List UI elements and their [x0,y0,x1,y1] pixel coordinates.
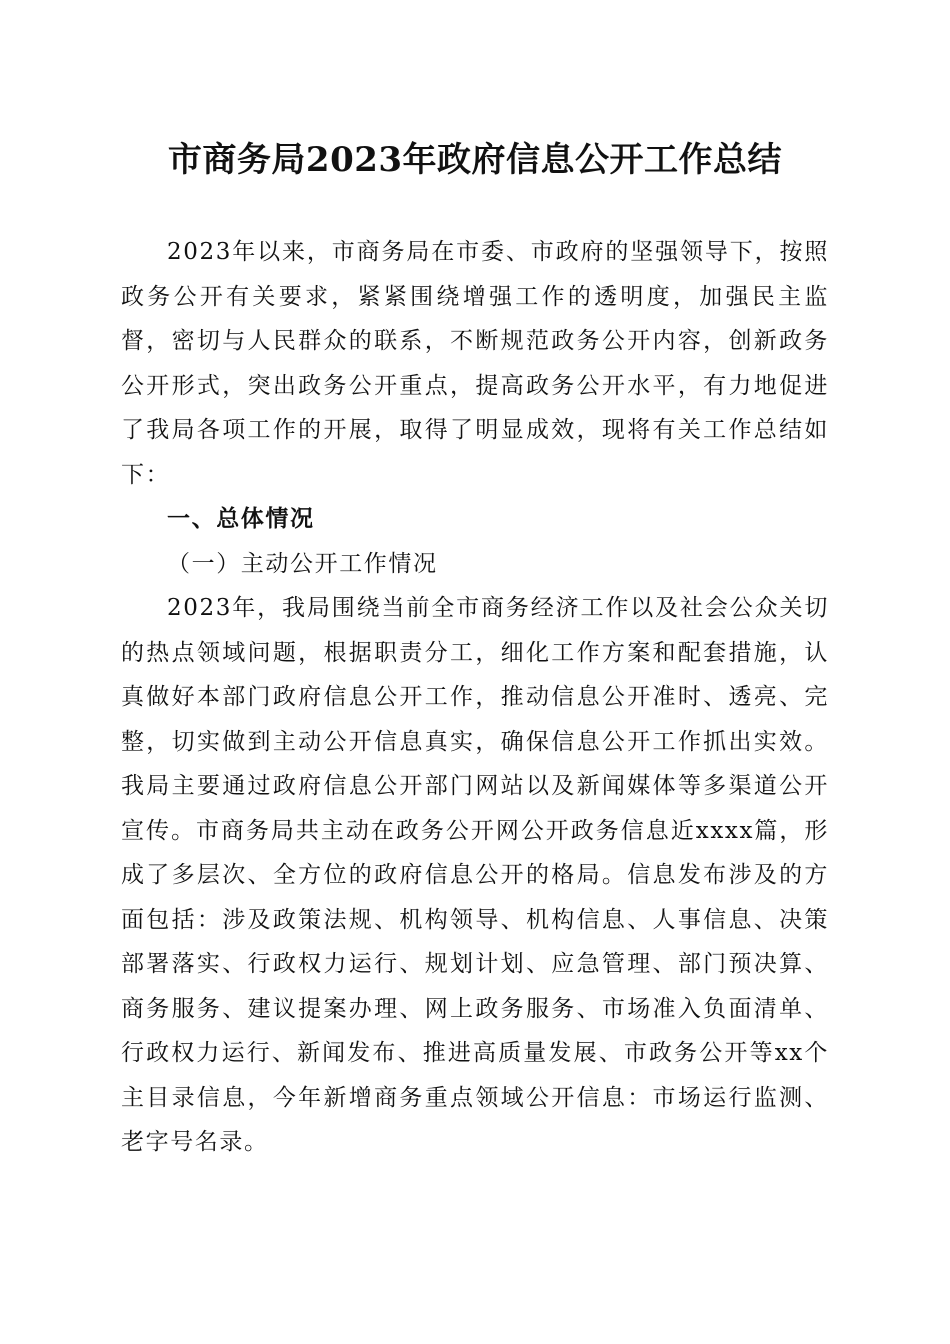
section-heading-overview: 一、总体情况 [167,506,315,532]
proactive-disclosure-paragraph: 2023年，我局围绕当前全市商务经济工作以及社会公众关切的热点领域问题，根据职责分工，细化工作方案和配套措施，认真做好本部门政府信息公开工作，推动信息公开准时、透亮、完整，切实做到主动公开信息真实，确保信息公开工作抓出实效。我局主要通过政府信息公开部门网站以及新闻媒体等多渠道公开宣传。市商务局共主动在政务公开网公开政务信息近xxxx篇，形成了多层次、全方位的政府信息公开的格局。信息发布涉及的方面包括：涉及政策法规、机构领导、机构信息、人事信息、决策部署落实、行政权力运行、规划计划、应急管理、部门预决算、商务服务、建议提案办理、网上政务服务、市场准入负面清单、行政权力运行、新闻发布、推进高质量发展、市政务公开等xx个主目录信息，今年新增商务重点领域公开信息：市场运行监测、老字号名录。 [121,595,829,1155]
intro-paragraph: 2023年以来，市商务局在市委、市政府的坚强领导下，按照政务公开有关要求，紧紧围绕增强工作的透明度，加强民主监督，密切与人民群众的联系，不断规范政务公开内容，创新政务公开形式，突出政务公开重点，提高政务公开水平，有力地促进了我局各项工作的开展，取得了明显成效，现将有关工作总结如下： [121,239,829,488]
document-title: 市商务局2023年政府信息公开工作总结 [167,140,783,180]
document-body [121,230,829,1165]
subsection-heading-proactive-disclosure: （一）主动公开工作情况 [167,550,438,577]
